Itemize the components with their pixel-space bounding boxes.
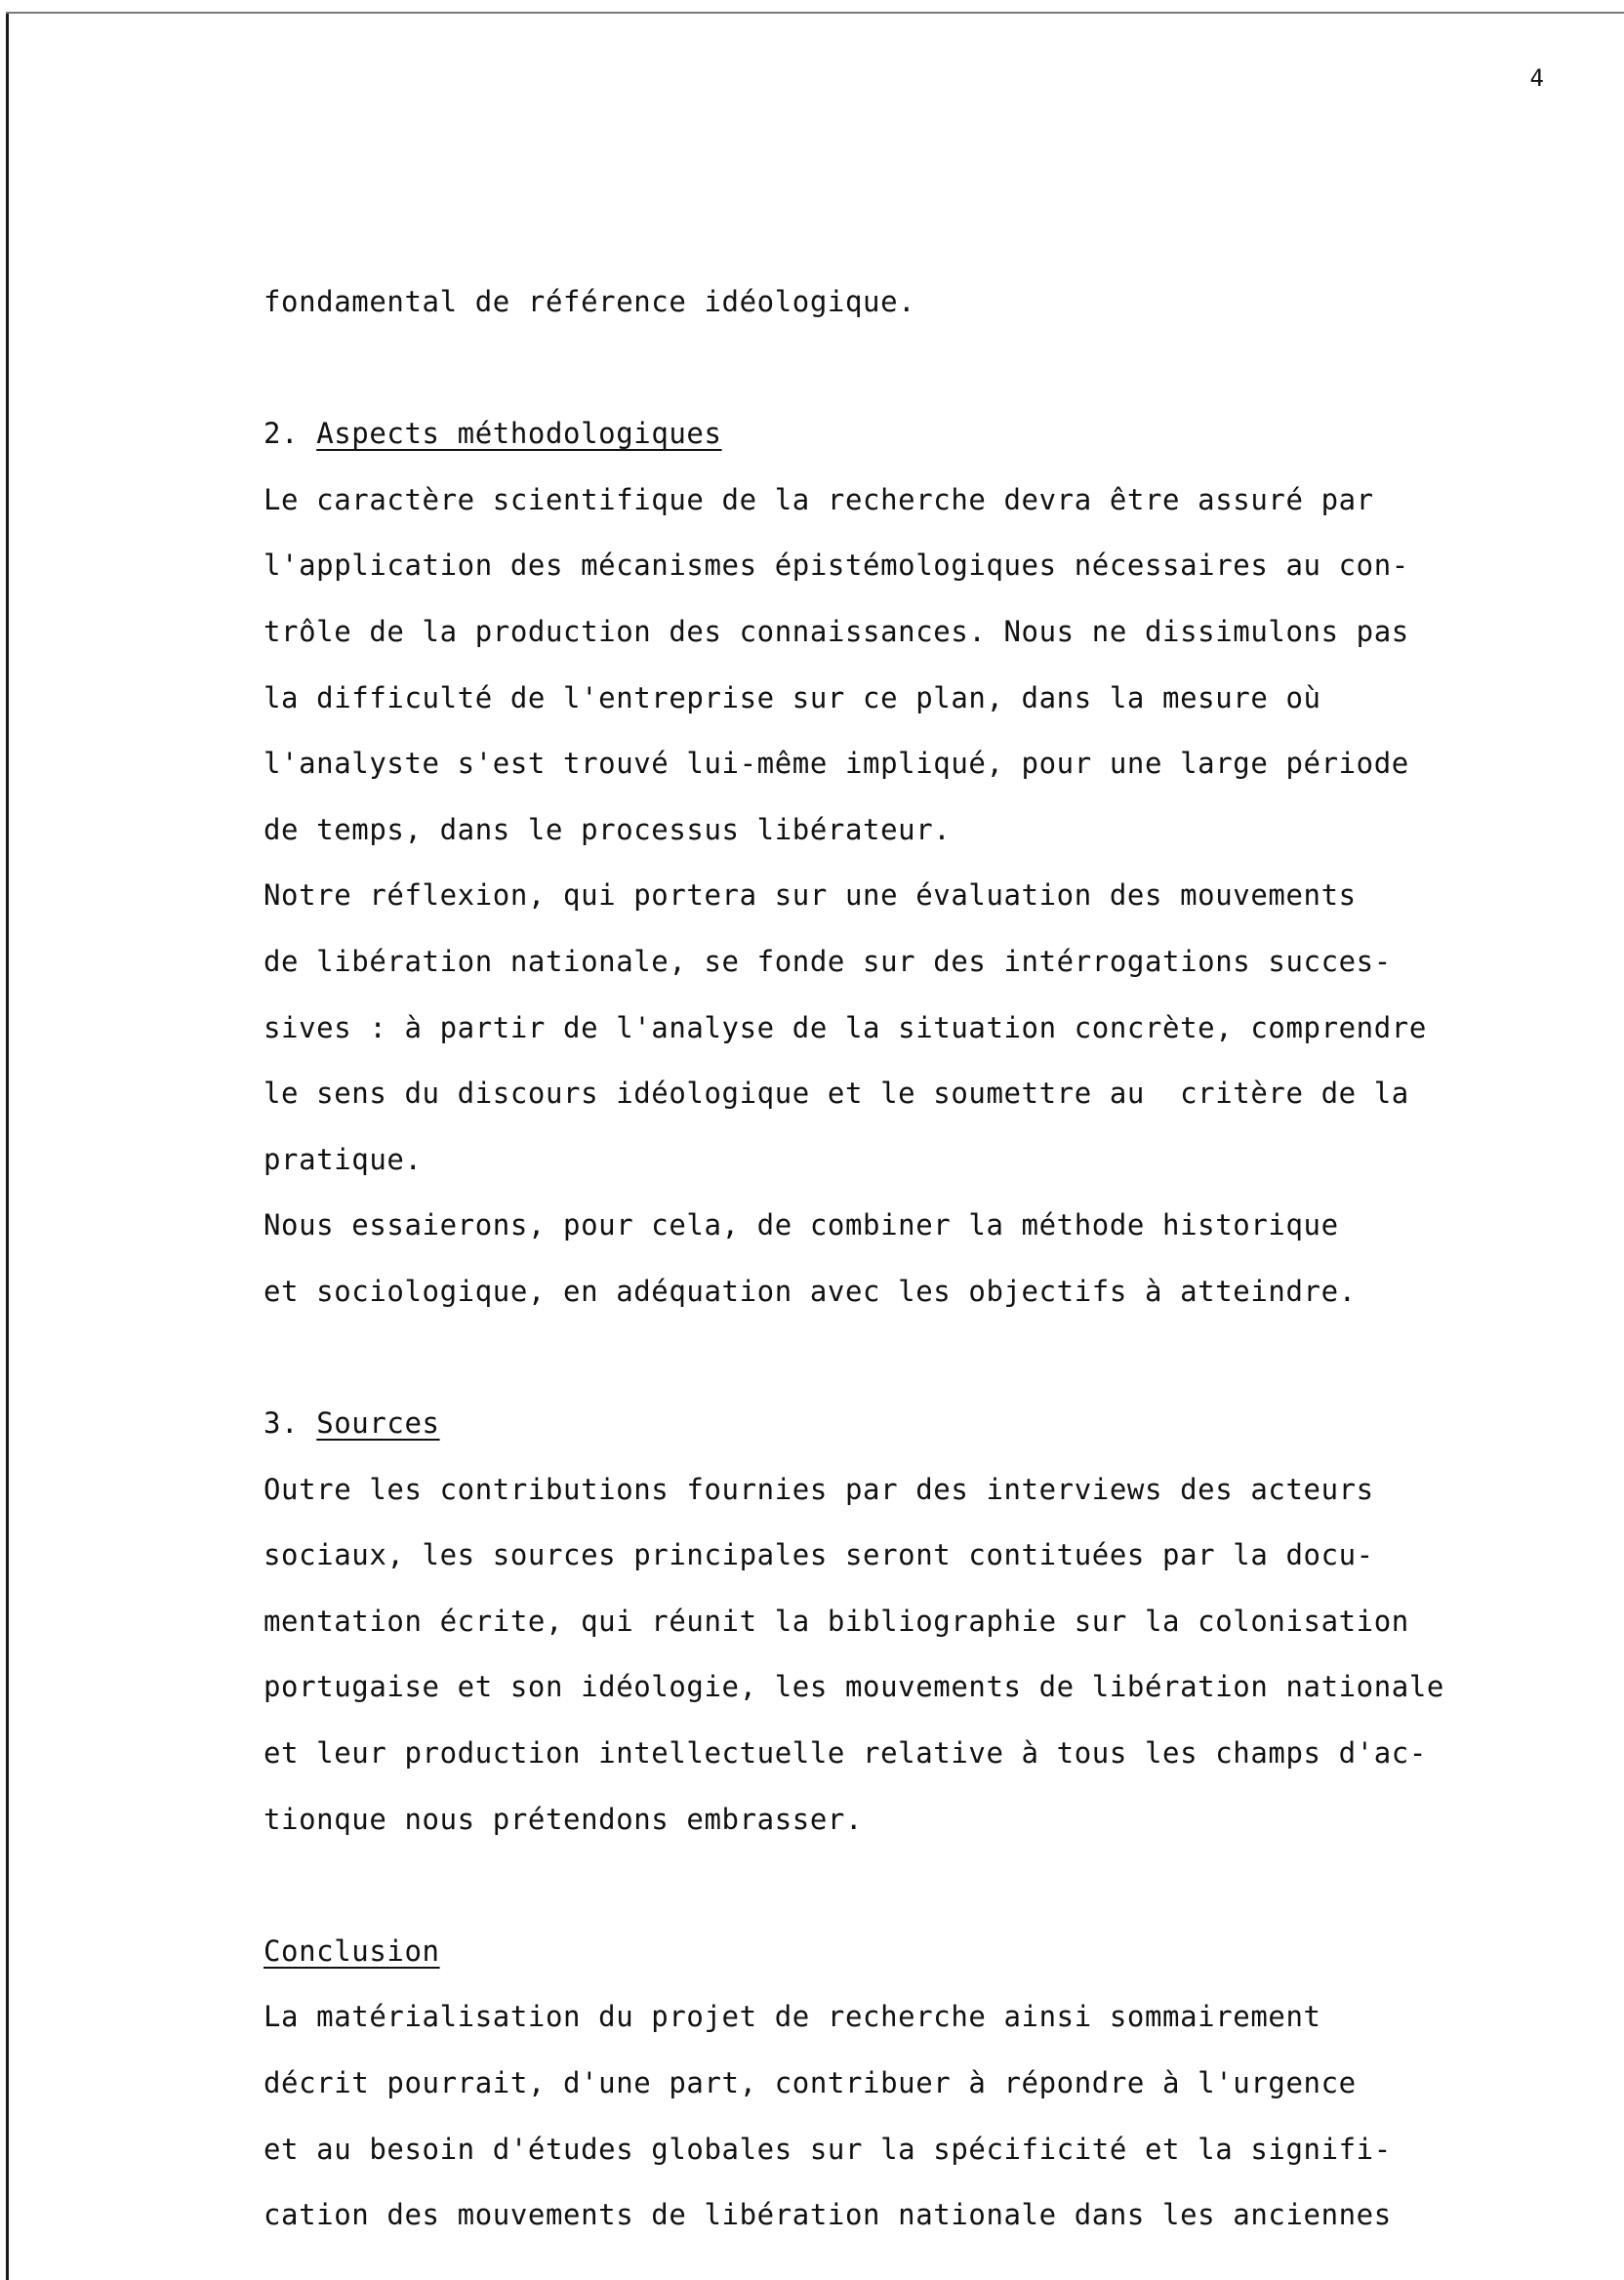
body-line: de temps, dans le processus libérateur. <box>264 812 952 846</box>
section-conclusion <box>264 1919 1591 2249</box>
section-heading <box>264 401 1591 468</box>
body-line: décrit pourrait, d'une part, contribuer à répondre à l'urgence <box>264 2066 1357 2100</box>
body-line: La matérialisation du projet de recherche ainsi sommairement <box>264 2000 1321 2034</box>
body-line: et leur production intellectuelle relative à tous les champs d'ac- <box>264 1736 1427 1771</box>
body-line: et au besoin d'études globales sur la spécificité et la signifi- <box>264 2132 1392 2166</box>
page-number: 4 <box>1529 64 1544 92</box>
body-line: fondamental de référence idéologique. <box>264 285 916 318</box>
scan-left-edge <box>6 14 9 2280</box>
section-heading <box>264 1391 1591 1457</box>
section-title: Sources <box>316 1406 440 1441</box>
body-line: pratique. <box>264 1142 423 1176</box>
section-heading <box>264 1919 1591 1985</box>
body-line: Le caractère scientifique de la recherche devra être assuré par <box>264 482 1374 516</box>
body-line: mentation écrite, qui réunit la bibliographie sur la colonisation <box>264 1604 1409 1638</box>
section-title: Conclusion <box>264 1934 440 1968</box>
document-body <box>264 269 1591 2249</box>
scan-top-edge <box>6 12 1624 14</box>
body-line: la difficulté de l'entreprise sur ce plan, dans la mesure où <box>264 680 1321 714</box>
body-line: trôle de la production des connaissances. Nous ne dissimulons pas <box>264 614 1409 648</box>
body-line: portugaise et son idéologie, les mouvements de libération nationale <box>264 1670 1444 1704</box>
section-aspects-methodologiques <box>264 401 1591 1324</box>
body-line: l'analyste s'est trouvé lui-même impliqué, pour une large période <box>264 747 1409 781</box>
body-line: de libération nationale, se fonde sur des intérrogations succes- <box>264 944 1392 978</box>
body-line: sives : à partir de l'analyse de la situation concrète, comprendre <box>264 1010 1427 1044</box>
body-line: et sociologique, en adéquation avec les objectifs à atteindre. <box>264 1274 1357 1308</box>
body-line: Nous essaierons, pour cela, de combiner la méthode historique <box>264 1208 1339 1242</box>
section-title: Aspects méthodologiques <box>316 417 722 451</box>
body-line: le sens du discours idéologique et le soumettre au critère de la <box>264 1077 1409 1111</box>
body-line: Notre réflexion, qui portera sur une évaluation des mouvements <box>264 878 1357 913</box>
section-number: 3. <box>264 1406 317 1441</box>
body-line: l'application des mécanismes épistémologiques nécessaires au con- <box>264 549 1409 583</box>
paragraph-gap <box>264 1325 1591 1392</box>
paragraph-gap <box>264 1852 1591 1919</box>
body-line: Outre les contributions fournies par des interviews des acteurs <box>264 1472 1374 1506</box>
section-number: 2. <box>264 417 317 451</box>
paragraph-gap <box>264 336 1591 402</box>
body-line: sociaux, les sources principales seront contituées par la docu- <box>264 1538 1374 1572</box>
body-line: cation des mouvements de libération nationale dans les anciennes <box>264 2198 1392 2232</box>
body-line: tionque nous prétendons embrasser. <box>264 1802 864 1836</box>
section-sources <box>264 1391 1591 1852</box>
